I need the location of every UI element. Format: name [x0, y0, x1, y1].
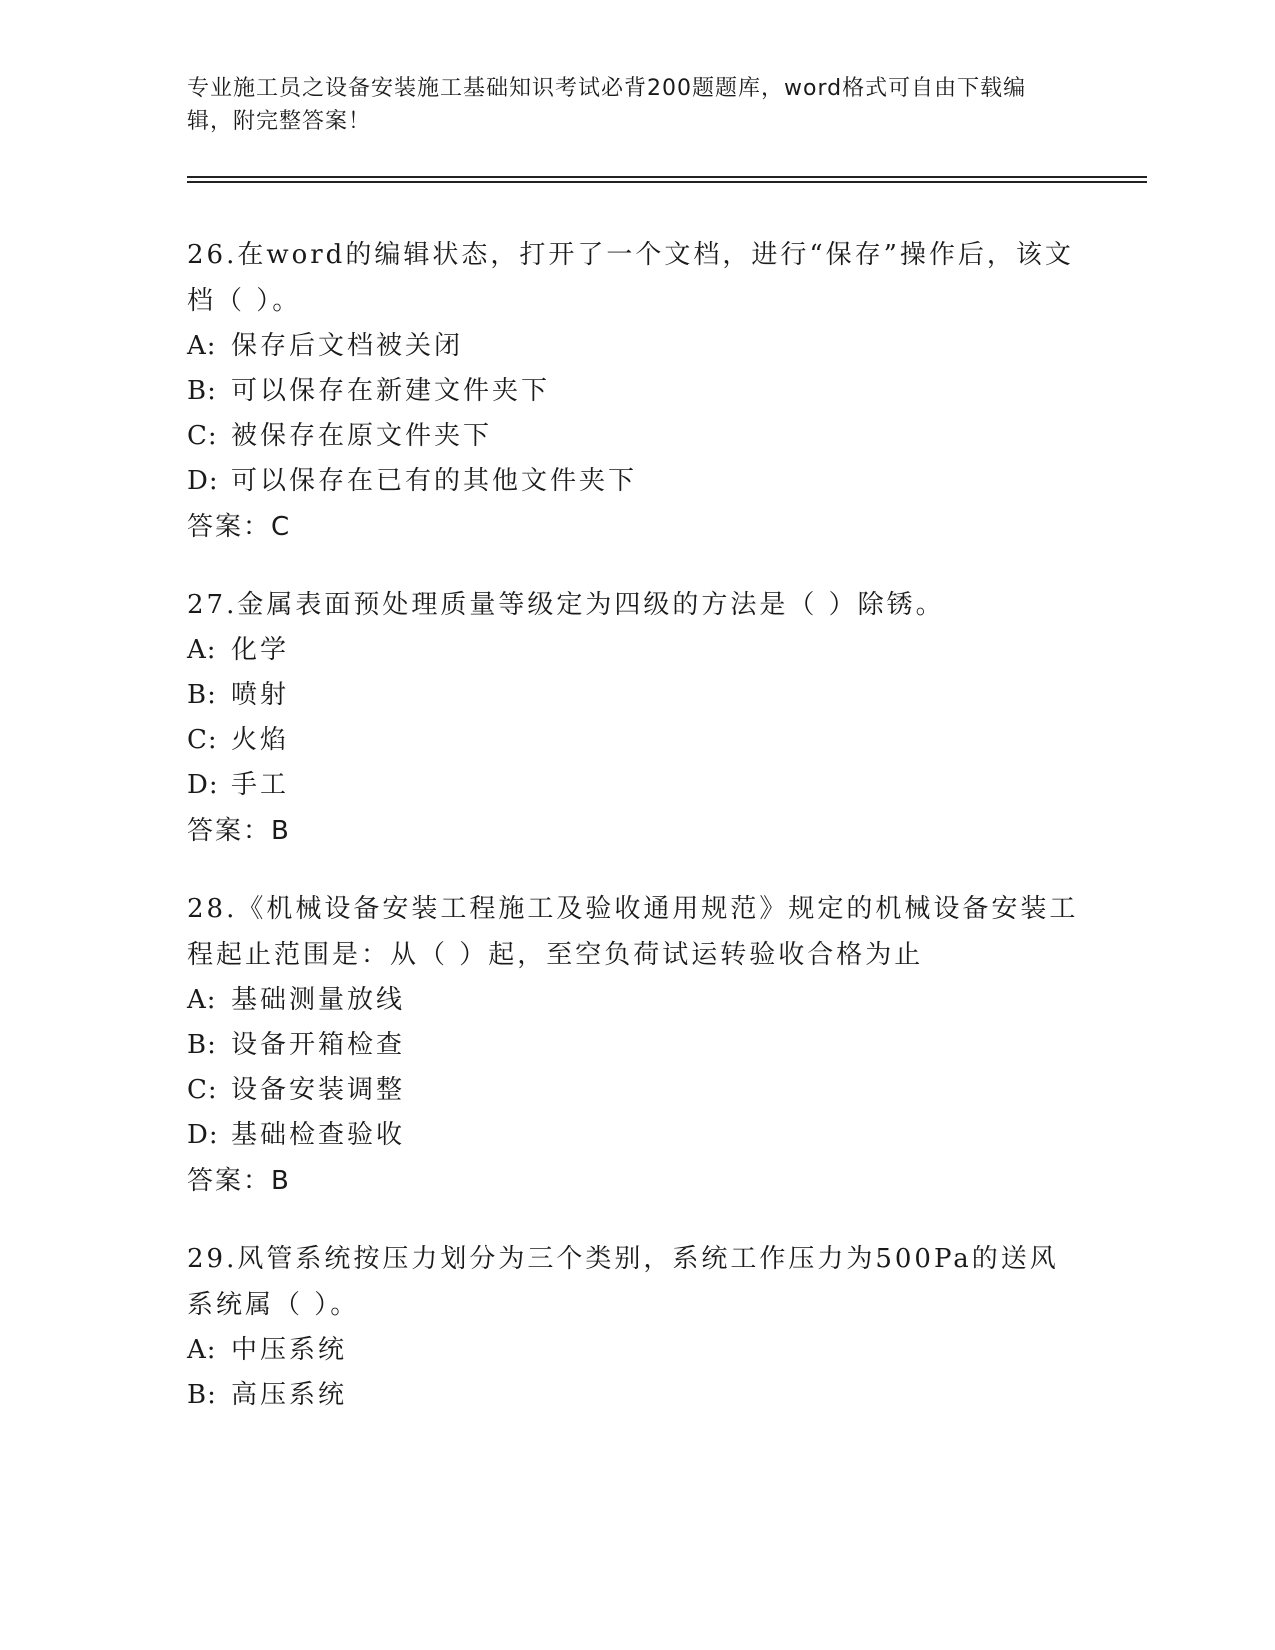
option-d	[187, 1113, 1087, 1158]
option-b	[187, 1373, 1087, 1418]
option-letter: A:	[187, 985, 217, 1015]
option-text: 喷射	[231, 680, 290, 710]
option-letter: A:	[187, 331, 217, 361]
option-letter: B:	[187, 680, 217, 710]
question-28	[187, 886, 1087, 1204]
question-text: 27.金属表面预处理质量等级定为四级的方法是（ ）除锈。	[187, 590, 945, 620]
option-d	[187, 459, 1087, 504]
option-text: 火焰	[231, 725, 290, 755]
option-text: 化学	[231, 635, 290, 665]
question-27	[187, 582, 1087, 854]
option-b	[187, 1023, 1087, 1068]
option-a	[187, 1328, 1087, 1373]
document-page	[187, 0, 1147, 1650]
option-letter: B:	[187, 376, 217, 406]
option-text: 中压系统	[231, 1335, 348, 1365]
header-rule-bottom	[187, 181, 1147, 183]
option-text: 设备安装调整	[231, 1075, 406, 1105]
option-letter: C:	[187, 1075, 218, 1105]
option-letter: B:	[187, 1030, 217, 1060]
option-letter: B:	[187, 1380, 217, 1410]
document-header: 专业施工员之设备安装施工基础知识考试必背200题题库，word格式可自由下载编辑，附完整答案！	[187, 76, 1027, 134]
option-text: 被保存在原文件夹下	[231, 421, 493, 451]
question-list	[187, 232, 1087, 1450]
header-rule-top	[187, 176, 1147, 178]
option-text: 设备开箱检查	[231, 1030, 406, 1060]
question-text: 28.《机械设备安装工程施工及验收通用规范》规定的机械设备安装工程起止范围是：从（ ）起，至空负荷试运转验收合格为止	[187, 894, 1079, 970]
answer-line: 答案：B	[187, 1166, 291, 1196]
option-text: 保存后文档被关闭	[231, 331, 464, 361]
option-a	[187, 978, 1087, 1023]
option-letter: A:	[187, 1335, 217, 1365]
option-letter: C:	[187, 725, 218, 755]
answer-line: 答案：B	[187, 816, 291, 846]
question-29	[187, 1236, 1087, 1418]
option-letter: A:	[187, 635, 217, 665]
option-text: 基础测量放线	[231, 985, 406, 1015]
option-c	[187, 414, 1087, 459]
option-letter: D:	[187, 466, 219, 496]
option-a	[187, 628, 1087, 673]
option-letter: D:	[187, 1120, 219, 1150]
option-letter: D:	[187, 770, 219, 800]
question-26	[187, 232, 1087, 550]
option-text: 可以保存在已有的其他文件夹下	[231, 466, 638, 496]
option-text: 基础检查验收	[231, 1120, 406, 1150]
option-letter: C:	[187, 421, 218, 451]
option-a	[187, 324, 1087, 369]
option-text: 可以保存在新建文件夹下	[231, 376, 551, 406]
option-d	[187, 763, 1087, 808]
question-text: 26.在word的编辑状态，打开了一个文档，进行“保存”操作后，该文档（ ）。	[187, 240, 1074, 316]
option-text: 手工	[231, 770, 290, 800]
option-b	[187, 369, 1087, 414]
option-b	[187, 673, 1087, 718]
option-c	[187, 718, 1087, 763]
answer-line: 答案：C	[187, 512, 292, 542]
option-c	[187, 1068, 1087, 1113]
question-text: 29.风管系统按压力划分为三个类别，系统工作压力为500Pa的送风系统属（ ）。	[187, 1244, 1059, 1320]
option-text: 高压系统	[231, 1380, 348, 1410]
